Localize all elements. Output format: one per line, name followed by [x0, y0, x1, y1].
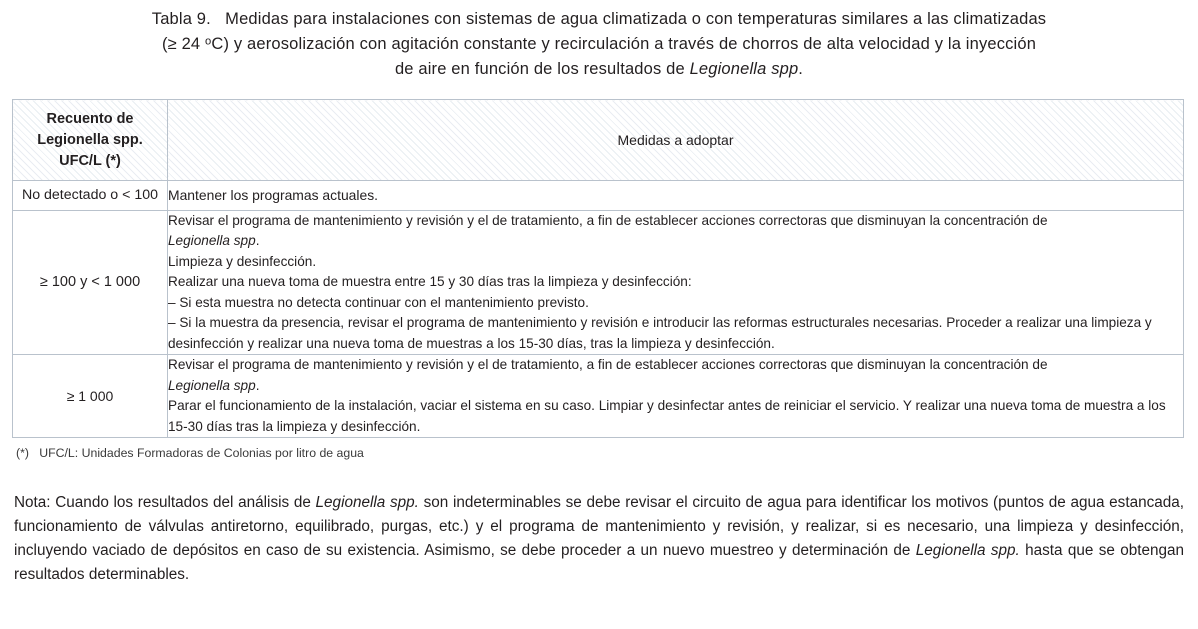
cell-measures: [168, 210, 1184, 355]
measure-line: – Si la muestra da presencia, revisar el programa de mantenimiento y revisión e introducir las reformas estructurales necesarias. Proceder a realizar una limpieza y desinfección y realizar una nueva toma de muestras a los 15-30 días, tras la limpieza y desinfección.: [168, 315, 1152, 351]
table-body: [13, 181, 1184, 438]
nota-species-name-1: Legionella spp.: [315, 494, 419, 511]
measure-line: Limpieza y desinfección.: [168, 253, 317, 269]
footnote-marker: (*): [16, 446, 29, 460]
measure-line: – Si esta muestra no detecta continuar con el mantenimiento previsto.: [168, 294, 589, 310]
caption-line-3-suffix: .: [798, 60, 804, 78]
measure-line: Mantener los programas actuales.: [168, 187, 379, 203]
nota-paragraph: [14, 491, 1184, 587]
measure-line: Revisar el programa de mantenimiento y revisión y el de tratamiento, a fin de establecer acciones correctoras que disminuyan la concentración de: [168, 212, 1048, 228]
degree-ordinal-mark: o: [205, 35, 212, 48]
measure-line: Revisar el programa de mantenimiento y revisión y el de tratamiento, a fin de establecer acciones correctoras que disminuyan la concentración de: [168, 357, 1048, 372]
column-header-count-line3: UFC/L (*): [59, 152, 121, 169]
table-caption: [0, 0, 1198, 82]
measure-line: Realizar una nueva toma de muestra entre 15 y 30 días tras la limpieza y desinfección:: [168, 274, 692, 289]
nota-part-b: son indeterminables se debe revisar el circuito de agua para identificar los motivos (puntos de agua estancada, funcionamiento de válvulas antiretorno, equilibrado, purgas, etc.) y el programa de mantenimiento y revisión, y realizar, si es necesario, una limpieza y desinfección, incluyendo vaciado de depósitos en caso de su existencia. Asimismo, se debe proceder a un nuevo muestreo y determinación de: [14, 494, 1185, 559]
cell-measures: [168, 355, 1184, 438]
column-header-measures-label: Medidas a adoptar: [617, 131, 734, 148]
measure-line: [168, 231, 1183, 252]
column-header-count: [13, 100, 168, 181]
measures-table: [12, 99, 1184, 438]
nota-part-a: Nota: Cuando los resultados del análisis de: [14, 494, 316, 511]
species-suffix: .: [255, 377, 260, 393]
species-suffix: .: [255, 233, 260, 248]
column-header-measures: [168, 100, 1184, 181]
measure-line: [168, 376, 1183, 397]
caption-line-3-prefix: de aire en función de los resultados de: [394, 60, 690, 78]
table-row: [13, 181, 1184, 211]
caption-line-2-prefix: (≥ 24: [161, 35, 205, 53]
caption-species-name: Legionella spp: [689, 60, 799, 78]
cell-count: ≥ 1 000: [13, 355, 168, 438]
nota-species-name-2: Legionella spp.: [915, 542, 1020, 559]
species-name: Legionella spp: [168, 233, 256, 248]
table-row: [13, 210, 1184, 355]
caption-line-2: C) y aerosolización con agitación constante y recirculación a través de chorros de alta velocidad y la inyección: [211, 35, 1037, 53]
cell-count: ≥ 100 y < 1 000: [13, 210, 168, 355]
table-footnote: [16, 445, 1198, 461]
measure-line: Parar el funcionamiento de la instalación, vaciar el sistema en su caso. Limpiar y desinfectar antes de reiniciar el servicio. Y realizar una nueva toma de muestra a los 15-30 días tras la limpieza y desinfección.: [168, 398, 1166, 434]
column-header-count-line2: Legionella spp.: [37, 131, 143, 148]
cell-measures: [168, 181, 1184, 211]
caption-label: Tabla 9.: [151, 10, 211, 28]
table-container: [12, 99, 1183, 438]
nota-part-c: hasta que se obtengan resultados determinables.: [14, 542, 1184, 583]
footnote-text: UFC/L: Unidades Formadoras de Colonias por litro de agua: [39, 446, 364, 460]
table-header-row: [13, 100, 1184, 181]
cell-count: No detectado o < 100: [13, 181, 168, 211]
table-row: [13, 355, 1184, 438]
species-name: Legionella spp: [168, 377, 256, 393]
column-header-count-line1: Recuento de: [46, 110, 134, 127]
caption-line-1: Medidas para instalaciones con sistemas de agua climatizada o con temperaturas similares a las climatizadas: [225, 10, 1047, 28]
